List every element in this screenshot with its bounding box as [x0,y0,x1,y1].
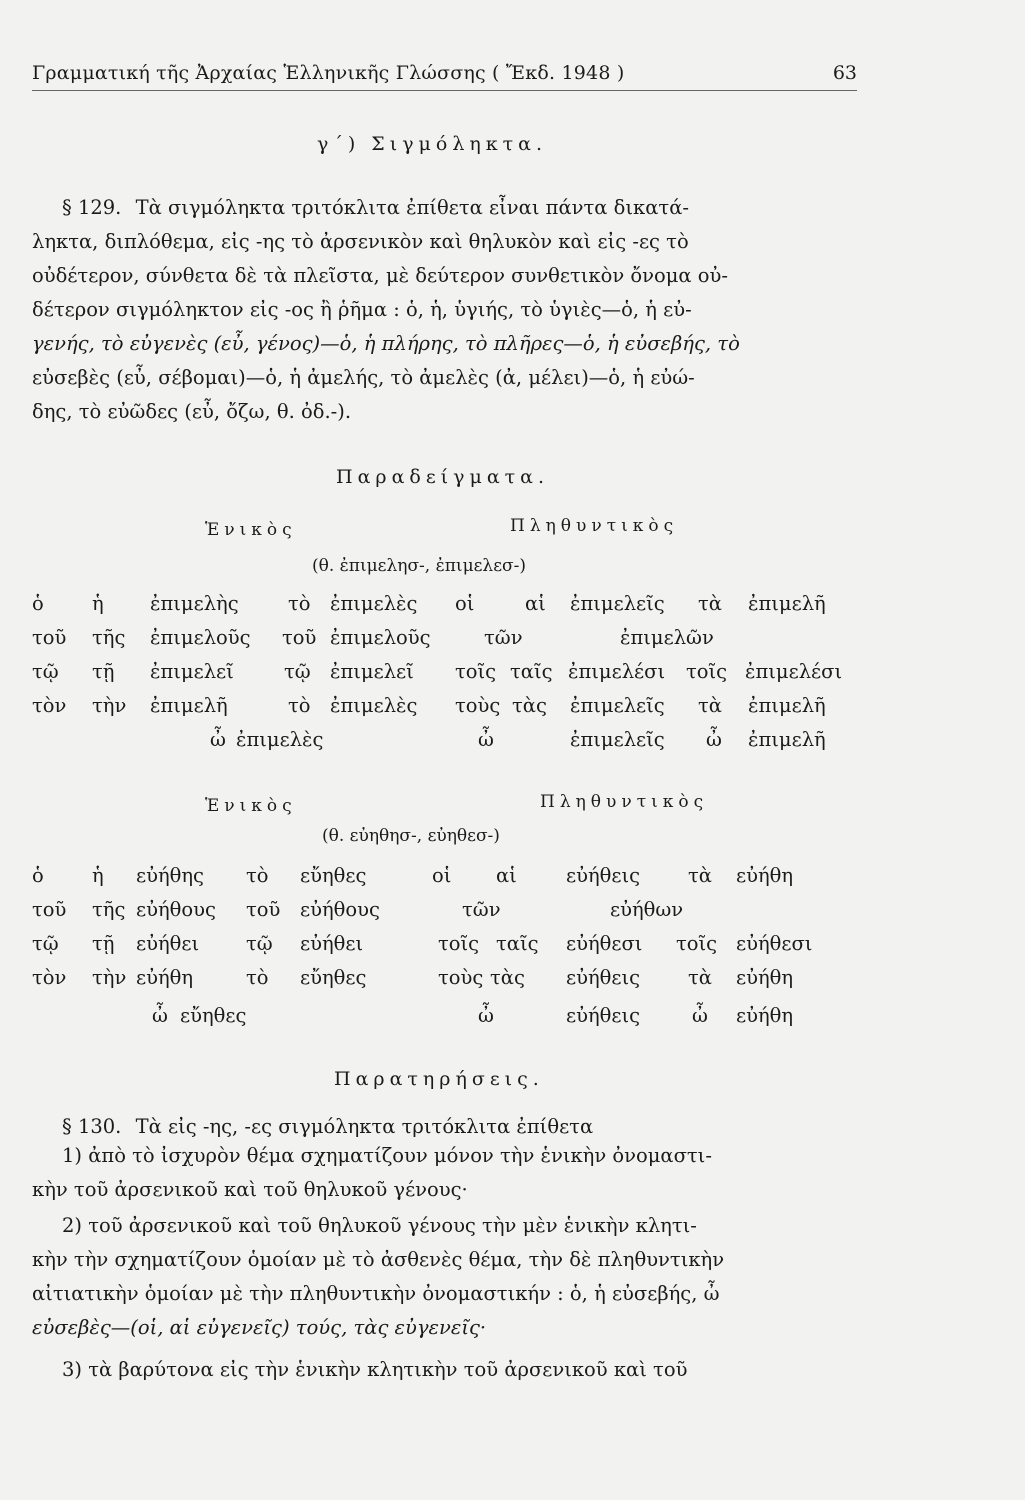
article: τῷ [246,932,273,955]
article: τὸ [246,864,269,887]
form: εὐήθει [300,932,364,955]
table2-singular-header: Ἑνικὸς [205,796,297,816]
p129-line-2: ληκτα, διπλόθεμα, εἰς -ης τὸ ἀρσενικὸν καὶ θηλυκὸν καὶ εἰς -ες τὸ [32,230,689,253]
article: τῆς [92,898,126,921]
article: τὸν [32,694,67,717]
article: τῇ [92,660,115,683]
form: εὐήθεις [566,864,641,887]
article: τὰ [698,592,722,615]
article: τοῦ [32,898,67,921]
p130-item1-line1: 1) ἀπὸ τὸ ἰσχυρὸν θέμα σχηματίζουν μόνον τὴν ἑνικὴν ὀνομαστι- [62,1144,712,1167]
form: εὐήθεις [566,966,641,989]
article: τῷ [32,660,59,683]
article: ὦ [478,728,494,751]
p130-item2-line3: αἰτιατικὴν ὁμοίαν μὲ τὴν πληθυντικὴν ὀνομαστικήν : ὁ, ἡ εὐσεβής, ὦ [32,1282,720,1305]
table1-plural-header: Πληθυντικὸς [510,516,679,536]
table2-plural-header: Πληθυντικὸς [540,792,709,812]
p130-item3-line1: 3) τὰ βαρύτονα εἰς τὴν ἑνικὴν κλητικὴν τοῦ ἀρσενικοῦ καὶ τοῦ [62,1358,688,1381]
examples-heading: Παραδείγματα. [336,466,550,488]
p129-line-1 [62,196,689,219]
p130-intro: Τὰ εἰς -ης, -ες σιγμόληκτα τριτόκλιτα ἐπίθετα [135,1115,594,1138]
table1-stems: (θ. ἐπιμελησ-, ἐπιμελεσ-) [312,556,526,576]
article: ἡ [92,592,104,615]
form: εὐήθους [300,898,380,921]
article: τῆς [92,626,126,649]
form: ἐπιμελεῖς [570,728,665,751]
article: οἱ [432,864,452,887]
article: τὴν [92,966,127,989]
article: αἱ [496,864,517,887]
article: τοῖς [455,660,497,683]
article: ὦ [706,728,722,751]
p129-text-1: Τὰ σιγμόληκτα τριτόκλιτα ἐπίθετα εἶναι πάντα δικατά- [135,196,689,219]
section-heading-sigmoleta: γ΄) Σιγμόληκτα. [317,133,548,155]
article: τοῦ [246,898,281,921]
form: ἐπιμελεῖς [570,592,665,615]
form: ἐπιμελοῦς [150,626,251,649]
observations-heading: Παρατηρήσεις. [334,1068,544,1090]
form: εὐήθεις [566,1004,641,1027]
form: ἐπιμελεῖ [330,660,414,683]
p130-item2-line4: εὐσεβὲς—(οἱ, αἱ εὐγενεῖς) τούς, τὰς εὐγενεῖς· [32,1316,487,1339]
form: εὔηθες [300,864,367,887]
form: εὐήθει [136,932,200,955]
article: αἱ [525,592,546,615]
p129-line-6: εὐσεβὲς (εὖ, σέβομαι)—ὁ, ἡ ἀμελής, τὸ ἀμελὲς (ἀ, μέλει)—ὁ, ἡ εὐώ- [32,366,695,389]
article: τὸ [288,694,311,717]
form: ἐπιμελῶν [620,626,714,649]
form: εὐήθης [136,864,204,887]
article: ὦ [152,1004,168,1027]
article: τῷ [284,660,311,683]
article: τὸν [32,966,67,989]
p130-item2-line2: κὴν τὴν σχηματίζουν ὁμοίαν μὲ τὸ ἀσθενὲς θέμα, τὴν δὲ πληθυντικὴν [32,1248,725,1271]
form: εὐήθεσι [566,932,643,955]
article: τῇ [92,932,115,955]
p130-item2-line1: 2) τοῦ ἀρσενικοῦ καὶ τοῦ θηλυκοῦ γένους τὴν μὲν ἑνικὴν κλητι- [62,1214,697,1237]
section-number-130: § 130. [62,1115,122,1138]
p130-item1-line2: κὴν τοῦ ἀρσενικοῦ καὶ τοῦ θηλυκοῦ γένους· [32,1178,468,1201]
article: τὸ [288,592,311,615]
p129-line-7: δης, τὸ εὐῶδες (εὖ, ὄζω, θ. ὀδ.-). [32,400,352,423]
form: ἐπιμελὲς [330,592,418,615]
article: ὁ [32,592,44,615]
section-number-129: § 129. [62,196,122,219]
article: τοῖς [438,932,480,955]
form: εὐήθων [610,898,684,921]
article: ὦ [210,728,226,751]
running-header [32,60,857,91]
form: ἐπιμελῆ [748,728,826,751]
p129-line-4: δέτερον σιγμόληκτον εἰς -ος ἢ ῥῆμα : ὁ, ἡ, ὑγιής, τὸ ὑγιὲς—ὁ, ἡ εὐ- [32,298,692,321]
table2-stems: (θ. εὐηθησ-, εὐηθεσ-) [322,826,500,846]
p130-intro-line [62,1110,593,1144]
article: τῶν [462,898,501,921]
article: τὸ [246,966,269,989]
p129-line-5: γενής, τὸ εὐγενὲς (εὖ, γένος)—ὁ, ἡ πλήρης, τὸ πλῆρες—ὁ, ἡ εὐσεβής, τὸ [32,332,740,355]
form: ἐπιμελέσι [745,660,843,683]
page-number: 63 [832,62,857,84]
article: τὰ [688,966,712,989]
article: τοῖς [676,932,718,955]
article: τῷ [32,932,59,955]
article: ταῖς [510,660,553,683]
form: ἐπιμελῆ [748,694,826,717]
form: ἐπιμελέσι [568,660,666,683]
form: εὐήθη [136,966,194,989]
article: τοὺς [438,966,484,989]
form: εὐήθους [136,898,216,921]
form: ἐπιμελὴς [150,592,239,615]
article: τὰ [698,694,722,717]
form: ἐπιμελεῖς [570,694,665,717]
form: ἐπιμελὲς [236,728,324,751]
article: τῶν [484,626,523,649]
article: ὦ [478,1004,494,1027]
form: εὐήθη [736,966,794,989]
form: εὔηθες [300,966,367,989]
header-title: Γραμματική τῆς Ἀρχαίας Ἑλληνικῆς Γλώσσης ( Ἔκδ. 1948 ) [32,62,625,84]
article: τὰς [512,694,547,717]
article: τὴν [92,694,127,717]
article: τὰς [490,966,525,989]
article: οἱ [455,592,475,615]
form: εὐήθη [736,1004,794,1027]
article: ταῖς [496,932,539,955]
form: ἐπιμελῆ [748,592,826,615]
article: τὰ [688,864,712,887]
form: ἐπιμελῆ [150,694,228,717]
form: εὐήθη [736,864,794,887]
form: εὔηθες [180,1004,247,1027]
p129-line-3: οὐδέτερον, σύνθετα δὲ τὰ πλεῖστα, μὲ δεύτερον συνθετικὸν ὄνομα οὐ- [32,264,728,287]
article: ἡ [92,864,104,887]
table1-singular-header: Ἑνικὸς [205,520,297,540]
article: ὦ [692,1004,708,1027]
article: τοῦ [282,626,317,649]
form: ἐπιμελεῖ [150,660,234,683]
form: ἐπιμελοῦς [330,626,431,649]
article: τοῖς [686,660,728,683]
article: ὁ [32,864,44,887]
form: εὐήθεσι [736,932,813,955]
form: ἐπιμελὲς [330,694,418,717]
article: τοῦ [32,626,67,649]
article: τοὺς [455,694,501,717]
